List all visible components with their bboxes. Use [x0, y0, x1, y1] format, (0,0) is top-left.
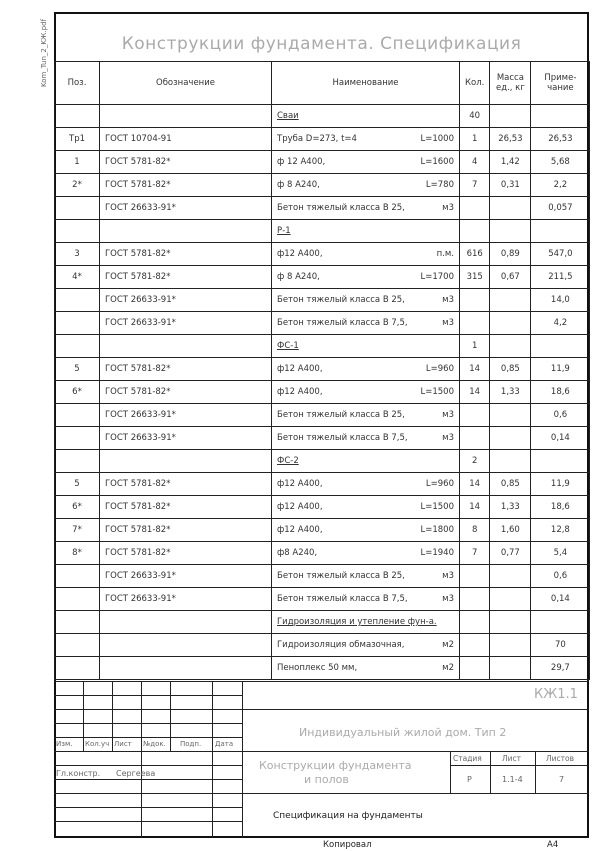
- stamp-person: Сергеева: [116, 769, 156, 778]
- cell-note: 0,057: [531, 197, 590, 220]
- cell-designation: ГОСТ 26633-91*: [100, 404, 272, 427]
- stage-value: Р: [467, 775, 472, 784]
- cell-name: [272, 450, 460, 473]
- cell-name: [272, 381, 460, 404]
- table-row: [55, 634, 590, 657]
- cell-pos: [55, 565, 100, 588]
- cell-mass: [490, 335, 531, 358]
- cell-mass: [490, 611, 531, 634]
- item-name: ф 8 А240,: [277, 272, 320, 282]
- side-file-label: [36, 8, 52, 98]
- header-mass: Масса ед., кг: [490, 62, 531, 105]
- list-value: 1.1-4: [502, 775, 523, 784]
- cell-designation: ГОСТ 5781-82*: [100, 174, 272, 197]
- stamp-label-izm: Изм.: [56, 740, 73, 748]
- cell-pos: [55, 634, 100, 657]
- cell-mass: [490, 105, 531, 128]
- item-name: ф 8 А240,: [277, 180, 320, 190]
- item-length-unit: п.м.: [436, 249, 454, 259]
- cell-designation: [100, 220, 272, 243]
- table-row: [55, 197, 590, 220]
- header-note: Приме- чание: [531, 62, 590, 105]
- cell-qty: [460, 220, 490, 243]
- item-length-unit: L=1940: [420, 548, 454, 558]
- item-length-unit: L=960: [425, 479, 454, 489]
- item-name: ФС-1: [277, 341, 299, 351]
- cell-designation: ГОСТ 5781-82*: [100, 358, 272, 381]
- cell-pos: 5: [55, 473, 100, 496]
- table-row: [55, 404, 590, 427]
- item-name: Бетон тяжелый класса В 25,: [277, 203, 405, 213]
- cell-pos: [55, 105, 100, 128]
- item-length-unit: L=1000: [420, 134, 454, 144]
- item-length-unit: м3: [442, 318, 454, 328]
- table-row: [55, 105, 590, 128]
- cell-qty: [460, 312, 490, 335]
- stamp-label-podp: Подп.: [180, 740, 202, 748]
- cell-note: 0,6: [531, 565, 590, 588]
- cell-name: [272, 565, 460, 588]
- stamp-label-list: Лист: [114, 740, 132, 748]
- item-name: Гидроизоляция обмазочная,: [277, 640, 405, 650]
- cell-name: [272, 105, 460, 128]
- table-row: [55, 473, 590, 496]
- cell-mass: 1,33: [490, 381, 531, 404]
- cell-qty: 2: [460, 450, 490, 473]
- cell-pos: [55, 335, 100, 358]
- cell-name: [272, 335, 460, 358]
- item-length-unit: м3: [442, 571, 454, 581]
- cell-mass: [490, 404, 531, 427]
- cell-designation: [100, 634, 272, 657]
- stage-header: Стадия: [453, 754, 482, 763]
- cell-mass: [490, 220, 531, 243]
- cell-mass: [490, 657, 531, 680]
- cell-pos: [55, 220, 100, 243]
- cell-note: [531, 450, 590, 473]
- cell-note: [531, 611, 590, 634]
- table-row: [55, 312, 590, 335]
- cell-designation: ГОСТ 10704-91: [100, 128, 272, 151]
- cell-name: [272, 266, 460, 289]
- cell-note: 5,4: [531, 542, 590, 565]
- footer-copied: Копировал: [323, 840, 372, 850]
- item-length-unit: м2: [442, 663, 454, 673]
- cell-mass: [490, 450, 531, 473]
- cell-pos: [55, 588, 100, 611]
- cell-name: [272, 542, 460, 565]
- cell-designation: ГОСТ 5781-82*: [100, 243, 272, 266]
- cell-name: [272, 611, 460, 634]
- item-length-unit: L=1800: [420, 525, 454, 535]
- item-length-unit: м3: [442, 594, 454, 604]
- cell-qty: 1: [460, 335, 490, 358]
- cell-name: [272, 243, 460, 266]
- cell-pos: 2*: [55, 174, 100, 197]
- cell-mass: 1,42: [490, 151, 531, 174]
- cell-qty: 40: [460, 105, 490, 128]
- table-row: [55, 519, 590, 542]
- stamp-role: Гл.констр.: [56, 769, 101, 778]
- cell-designation: ГОСТ 5781-82*: [100, 381, 272, 404]
- section-line-2: и полов: [304, 773, 349, 786]
- cell-qty: [460, 404, 490, 427]
- cell-name: [272, 427, 460, 450]
- table-row: [55, 243, 590, 266]
- cell-note: 547,0: [531, 243, 590, 266]
- header-qty: Кол.: [460, 62, 490, 105]
- cell-mass: 0,85: [490, 358, 531, 381]
- cell-name: [272, 473, 460, 496]
- cell-pos: 6*: [55, 496, 100, 519]
- cell-note: 0,6: [531, 404, 590, 427]
- cell-mass: [490, 588, 531, 611]
- cell-note: 11,9: [531, 473, 590, 496]
- cell-note: 4,2: [531, 312, 590, 335]
- cell-note: [531, 220, 590, 243]
- item-name: Бетон тяжелый класса В 25,: [277, 410, 405, 420]
- table-row: [55, 381, 590, 404]
- cell-pos: [55, 450, 100, 473]
- cell-note: 5,68: [531, 151, 590, 174]
- cell-designation: ГОСТ 5781-82*: [100, 151, 272, 174]
- cell-mass: 1,60: [490, 519, 531, 542]
- lists-header: Листов: [546, 754, 575, 763]
- cell-qty: [460, 197, 490, 220]
- header-name: Наименование: [272, 62, 460, 105]
- cell-pos: [55, 427, 100, 450]
- cell-name: [272, 496, 460, 519]
- list-header: Лист: [502, 754, 522, 763]
- cell-name: [272, 151, 460, 174]
- cell-note: 12,8: [531, 519, 590, 542]
- item-length-unit: L=1700: [420, 272, 454, 282]
- item-length-unit: м3: [442, 203, 454, 213]
- cell-note: [531, 105, 590, 128]
- cell-designation: ГОСТ 5781-82*: [100, 473, 272, 496]
- cell-mass: 26,53: [490, 128, 531, 151]
- cell-pos: [55, 312, 100, 335]
- cell-designation: ГОСТ 26633-91*: [100, 289, 272, 312]
- cell-designation: [100, 335, 272, 358]
- item-name: Гидроизоляция и утепление фун-а.: [277, 617, 437, 627]
- cell-note: 0,14: [531, 588, 590, 611]
- cell-note: 11,9: [531, 358, 590, 381]
- cell-note: 211,5: [531, 266, 590, 289]
- cell-pos: 1: [55, 151, 100, 174]
- cell-note: 0,14: [531, 427, 590, 450]
- item-name: Бетон тяжелый класса В 7,5,: [277, 594, 408, 604]
- cell-mass: [490, 565, 531, 588]
- cell-note: 2,2: [531, 174, 590, 197]
- cell-mass: 0,77: [490, 542, 531, 565]
- cell-name: [272, 220, 460, 243]
- cell-name: [272, 128, 460, 151]
- table-row: [55, 565, 590, 588]
- stamp-label-ndoc: №док.: [143, 740, 166, 748]
- cell-qty: 315: [460, 266, 490, 289]
- cell-designation: ГОСТ 5781-82*: [100, 496, 272, 519]
- item-name: Р-1: [277, 226, 291, 236]
- table-row: [55, 542, 590, 565]
- file-label-text: Kom_Tun_2_KЖ.pdf: [40, 18, 48, 88]
- cell-pos: [55, 611, 100, 634]
- cell-qty: 616: [460, 243, 490, 266]
- cell-pos: 8*: [55, 542, 100, 565]
- table-header-row: [55, 62, 590, 105]
- cell-name: [272, 657, 460, 680]
- cell-designation: ГОСТ 26633-91*: [100, 427, 272, 450]
- cell-name: [272, 197, 460, 220]
- cell-name: [272, 174, 460, 197]
- cell-qty: [460, 611, 490, 634]
- page-title: Конструкции фундамента. Спецификация: [121, 34, 522, 54]
- item-length-unit: м3: [442, 433, 454, 443]
- cell-designation: [100, 450, 272, 473]
- cell-qty: [460, 634, 490, 657]
- table-row: [55, 128, 590, 151]
- table-row: [55, 611, 590, 634]
- cell-pos: [55, 289, 100, 312]
- cell-designation: [100, 657, 272, 680]
- table-row: [55, 588, 590, 611]
- cell-pos: [55, 657, 100, 680]
- header-pos: Поз.: [55, 62, 100, 105]
- section-line-1: Конструкции фундамента: [259, 759, 412, 772]
- cell-qty: 8: [460, 519, 490, 542]
- cell-name: [272, 634, 460, 657]
- cell-pos: 5: [55, 358, 100, 381]
- cell-designation: ГОСТ 5781-82*: [100, 266, 272, 289]
- cell-mass: 0,89: [490, 243, 531, 266]
- cell-mass: 1,33: [490, 496, 531, 519]
- item-length-unit: м3: [442, 410, 454, 420]
- item-name: Бетон тяжелый класса В 25,: [277, 571, 405, 581]
- cell-note: 14,0: [531, 289, 590, 312]
- table-row: [55, 450, 590, 473]
- cell-note: 26,53: [531, 128, 590, 151]
- cell-mass: [490, 427, 531, 450]
- cell-pos: Тр1: [55, 128, 100, 151]
- cell-name: [272, 404, 460, 427]
- item-name: ФС-2: [277, 456, 299, 466]
- item-name: Сваи: [277, 111, 299, 121]
- cell-qty: [460, 588, 490, 611]
- item-length-unit: м2: [442, 640, 454, 650]
- cell-designation: [100, 105, 272, 128]
- cell-designation: ГОСТ 26633-91*: [100, 197, 272, 220]
- cell-name: [272, 312, 460, 335]
- cell-pos: 6*: [55, 381, 100, 404]
- cell-mass: 0,67: [490, 266, 531, 289]
- cell-qty: [460, 565, 490, 588]
- item-length-unit: L=960: [425, 364, 454, 374]
- cell-designation: ГОСТ 5781-82*: [100, 519, 272, 542]
- item-name: Пеноплекс 50 мм,: [277, 663, 358, 673]
- cell-designation: [100, 611, 272, 634]
- cell-name: [272, 358, 460, 381]
- cell-mass: 0,85: [490, 473, 531, 496]
- cell-note: 70: [531, 634, 590, 657]
- table-row: [55, 289, 590, 312]
- cell-pos: 7*: [55, 519, 100, 542]
- item-name: ф12 А400,: [277, 479, 323, 489]
- cell-note: 18,6: [531, 496, 590, 519]
- cell-pos: 4*: [55, 266, 100, 289]
- lists-value: 7: [559, 775, 565, 784]
- item-name: ф12 А400,: [277, 387, 323, 397]
- cell-name: [272, 519, 460, 542]
- cell-designation: ГОСТ 5781-82*: [100, 542, 272, 565]
- item-name: ф12 А400,: [277, 502, 323, 512]
- cell-qty: 4: [460, 151, 490, 174]
- table-row: [55, 496, 590, 519]
- cell-designation: ГОСТ 26633-91*: [100, 588, 272, 611]
- cell-qty: 7: [460, 542, 490, 565]
- cell-mass: 0,31: [490, 174, 531, 197]
- cell-qty: [460, 427, 490, 450]
- item-length-unit: L=780: [425, 180, 454, 190]
- cell-pos: [55, 404, 100, 427]
- cell-note: 18,6: [531, 381, 590, 404]
- item-name: ф12 А400,: [277, 249, 323, 259]
- cell-mass: [490, 197, 531, 220]
- item-name: Труба D=273, t=4: [277, 134, 357, 144]
- cell-pos: [55, 197, 100, 220]
- table-row: [55, 151, 590, 174]
- item-name: Бетон тяжелый класса В 7,5,: [277, 318, 408, 328]
- table-row: [55, 657, 590, 680]
- cell-qty: 14: [460, 358, 490, 381]
- item-name: Бетон тяжелый класса В 7,5,: [277, 433, 408, 443]
- cell-qty: 14: [460, 381, 490, 404]
- cell-qty: 7: [460, 174, 490, 197]
- item-length-unit: L=1500: [420, 502, 454, 512]
- cell-designation: ГОСТ 26633-91*: [100, 312, 272, 335]
- cell-note: 29,7: [531, 657, 590, 680]
- stamp-label-kol: Кол.уч: [85, 740, 110, 748]
- specification-table: [54, 61, 590, 680]
- item-length-unit: м3: [442, 295, 454, 305]
- table-row: [55, 427, 590, 450]
- sheet-title: Спецификация на фундаменты: [273, 811, 423, 821]
- cell-qty: [460, 289, 490, 312]
- item-name: ф12 А400,: [277, 525, 323, 535]
- table-row: [55, 358, 590, 381]
- item-name: ф 12 А400,: [277, 157, 326, 167]
- cell-mass: [490, 634, 531, 657]
- table-row: [55, 174, 590, 197]
- cell-mass: [490, 312, 531, 335]
- cell-note: [531, 335, 590, 358]
- item-length-unit: L=1500: [420, 387, 454, 397]
- cell-qty: 1: [460, 128, 490, 151]
- table-row: [55, 220, 590, 243]
- footer-format: А4: [547, 840, 559, 850]
- cell-qty: [460, 657, 490, 680]
- item-name: ф8 А240,: [277, 548, 318, 558]
- stamp-label-data: Дата: [215, 740, 234, 748]
- cell-designation: ГОСТ 26633-91*: [100, 565, 272, 588]
- title-block: [54, 681, 589, 838]
- table-row: [55, 335, 590, 358]
- drawing-code: КЖ1.1: [534, 687, 578, 702]
- cell-pos: 3: [55, 243, 100, 266]
- cell-name: [272, 289, 460, 312]
- item-length-unit: L=1600: [420, 157, 454, 167]
- project-name: Индивидуальный жилой дом. Тип 2: [299, 726, 507, 739]
- header-designation: Обозначение: [100, 62, 272, 105]
- cell-qty: 14: [460, 473, 490, 496]
- cell-name: [272, 588, 460, 611]
- item-name: Бетон тяжелый класса В 25,: [277, 295, 405, 305]
- cell-mass: [490, 289, 531, 312]
- item-name: ф12 А400,: [277, 364, 323, 374]
- cell-qty: 14: [460, 496, 490, 519]
- table-row: [55, 266, 590, 289]
